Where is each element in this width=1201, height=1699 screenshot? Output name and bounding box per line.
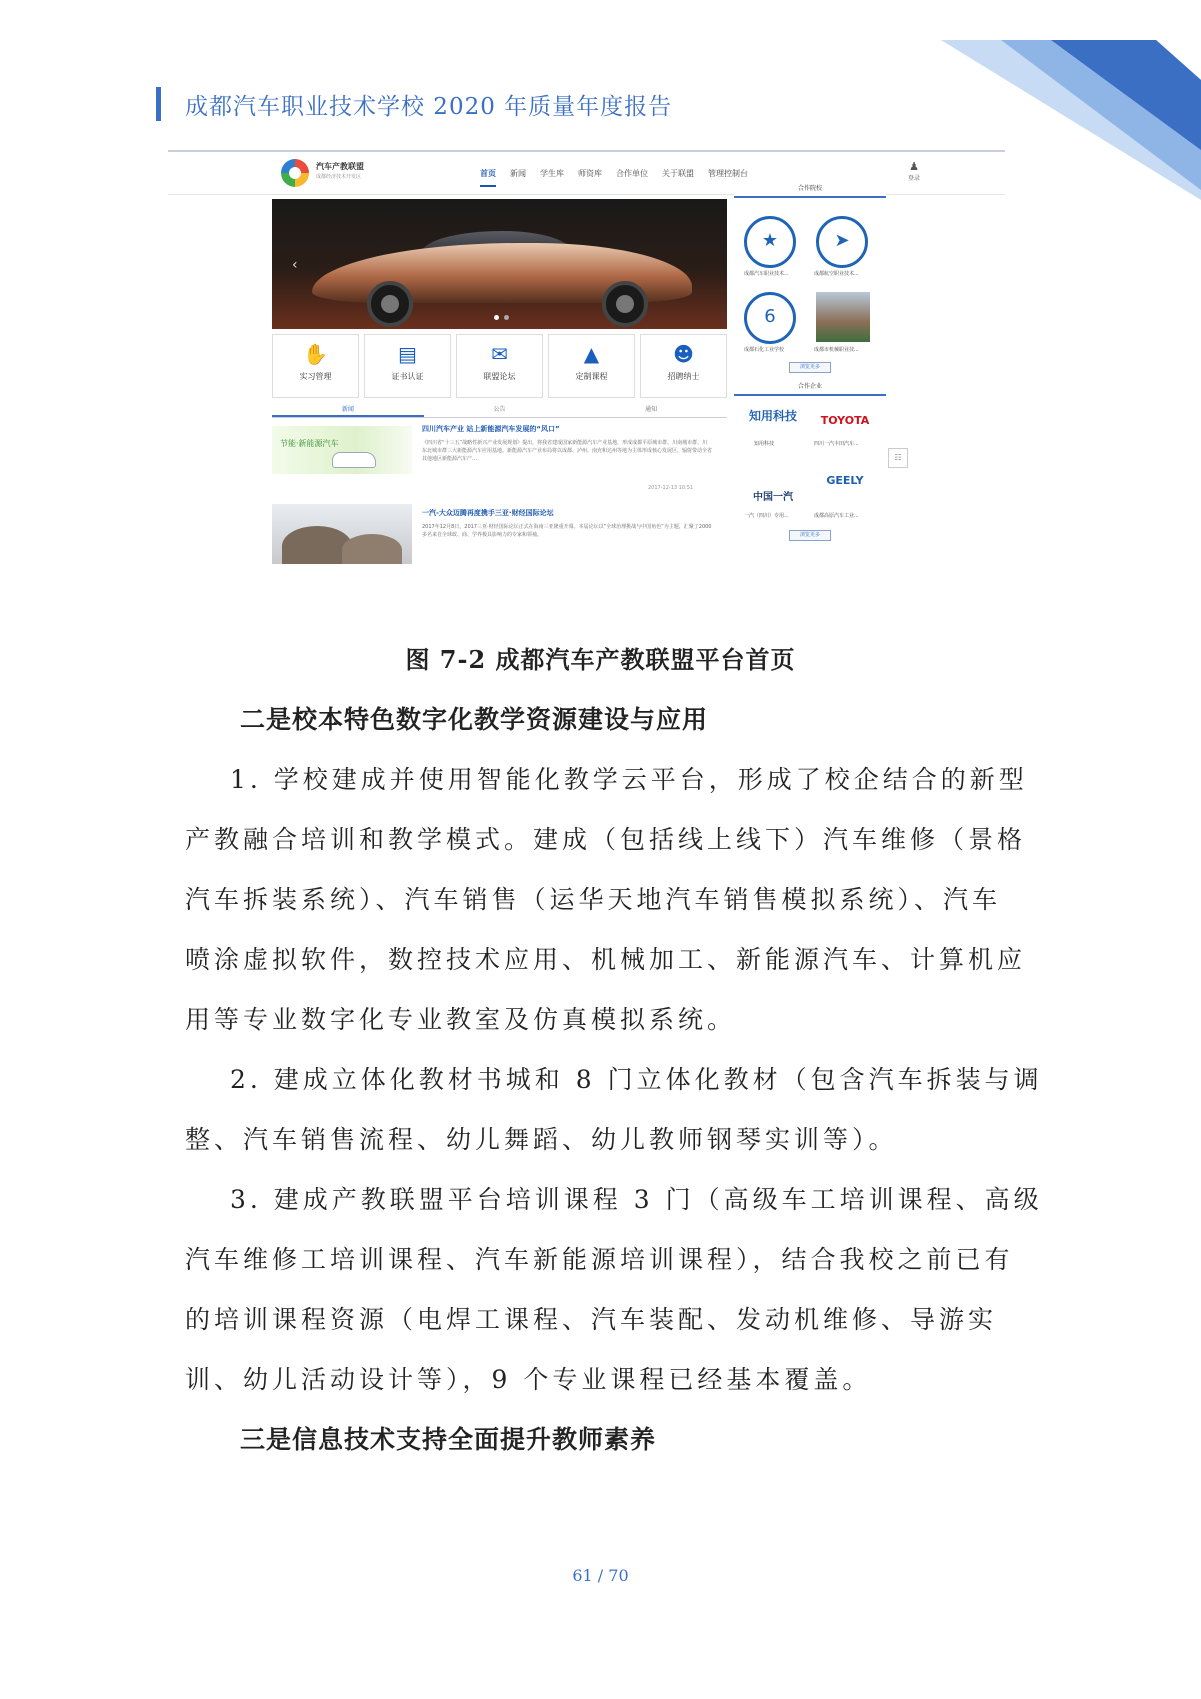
graduation-cap-icon: ▲ [583, 342, 600, 366]
paragraph-line: 喷涂虚拟软件，数控技术应用、机械加工、新能源汽车、计算机应 [185, 945, 1027, 974]
news-thumbnail[interactable] [272, 504, 412, 564]
user-icon: ♟ [909, 160, 919, 173]
paragraph-line: 1. 学校建成并使用智能化教学云平台，形成了校企结合的新型 [230, 765, 1028, 794]
school-name: 成都石化工业学校 [744, 347, 785, 353]
car-front-wheel [367, 281, 413, 327]
section-heading-2: 二是校本特色数字化教学资源建设与应用 [240, 705, 709, 734]
tile-forum[interactable] [456, 334, 543, 398]
company-logo-toyota[interactable]: TOYOTA [820, 414, 870, 427]
login-label: 登录 [908, 175, 921, 182]
tile-courses[interactable] [548, 334, 635, 398]
sitemap-icon[interactable]: ☷ [888, 448, 908, 468]
hero-banner [272, 199, 727, 329]
paragraph-line: 2. 建成立体化教材书城和 8 门立体化教材（包含汽车拆装与调 [230, 1065, 1043, 1094]
news-excerpt: 2017年12月8日，2017三亚·财经国际论坛正式在海南三亚隆重开幕。本届论坛以“全球治理挑战与中国角色”为主题，汇聚了2000多名来自全球政、商、学界极具影响力的专家和领袖。 [422, 524, 712, 538]
building-illustration [342, 534, 402, 564]
nav-item-teachers[interactable]: 师资库 [578, 169, 602, 178]
paragraph-line: 产教融合培训和教学模式。建成（包括线上线下）汽车维修（景格 [185, 825, 1027, 854]
tile-certificate[interactable] [364, 334, 451, 398]
people-icon: ☻ [673, 342, 694, 366]
partner-sidebar [734, 182, 886, 622]
car-illustration [332, 452, 376, 468]
paragraph-line: 汽车维修工培训课程、汽车新能源培训课程），结合我校之前已有 [185, 1245, 1014, 1274]
tab-announcement[interactable]: 公告 [493, 406, 506, 413]
news-title[interactable]: 一汽-大众迈腾再度携手三亚·财经国际论坛 [422, 509, 554, 517]
page-number: 61 / 70 [572, 1566, 629, 1585]
paragraph-line: 训、幼儿活动设计等），9 个专业课程已经基本覆盖。 [185, 1365, 872, 1394]
school-emblem-icon[interactable]: ★ [744, 216, 796, 268]
news-date: 2017-12-13 10:51 [648, 485, 694, 491]
tab-notice[interactable]: 通知 [645, 406, 658, 413]
alliance-logo-icon [281, 159, 309, 187]
paragraph-line: 整、汽车销售流程、幼儿舞蹈、幼儿教师钢琴实训等）。 [185, 1125, 898, 1154]
certificate-icon: ▤ [398, 342, 417, 366]
tile-internship[interactable] [272, 334, 359, 398]
tile-recruit[interactable] [640, 334, 727, 398]
school-name: 成都航空职业技术... [814, 271, 859, 277]
tab-news[interactable]: 新闻 [272, 404, 424, 417]
news-thumbnail[interactable] [272, 426, 412, 474]
nav-item-admin[interactable]: 管理控制台 [708, 169, 748, 178]
banner-prev-arrow-icon[interactable]: ‹ [292, 257, 298, 273]
school-campus-photo[interactable] [816, 292, 870, 342]
partner-schools-heading: 合作院校 [734, 182, 886, 198]
company-name: 知用科技 [754, 441, 775, 447]
company-name: 一汽（四川）专用... [744, 513, 789, 519]
banner-dot[interactable] [494, 315, 499, 320]
school-emblem-icon[interactable]: 6 [744, 292, 796, 344]
nav-item-home[interactable]: 首页 [480, 168, 496, 187]
feature-tiles [272, 334, 727, 398]
header-title: 成都汽车职业技术学校 2020 年质量年度报告 [185, 94, 673, 120]
tile-label: 实习管理 [299, 372, 332, 381]
paragraph-line: 汽车拆装系统）、汽车销售（运华天地汽车销售模拟系统）、汽车 [185, 885, 1002, 914]
site-logo-name: 汽车产教联盟 [316, 162, 364, 171]
forum-icon: ✉ [491, 342, 508, 366]
tile-label: 证书认证 [391, 372, 424, 381]
nav-item-news[interactable]: 新闻 [510, 169, 526, 178]
company-name: 四川一汽丰田汽车... [814, 441, 859, 447]
company-logo-zhiyong[interactable]: 知用科技 [748, 409, 797, 423]
paragraph-line: 3. 建成产教联盟平台培训课程 3 门（高级车工培训课程、高级 [230, 1185, 1043, 1214]
header-accent-bar [156, 87, 161, 121]
nav-item-about[interactable]: 关于联盟 [662, 169, 694, 178]
nav-item-students[interactable]: 学生库 [540, 169, 564, 178]
login-button[interactable] [908, 160, 920, 182]
company-logo-faw[interactable]: 中国一汽 [753, 492, 793, 503]
platform-screenshot [168, 150, 1005, 622]
news-excerpt: 《四川省“十三五”战略性新兴产业发展规划》提出，将我省建成国家新能源汽车产业基地，形成成都平原城市群、川南城市群、川东北城市群三大新能源汽车应用基地。新能源汽车产业布局将以成都、泸州、南充和达州等地为主体形成核心发展区，辐射带动全省其他地区新能源汽车产… [422, 440, 713, 462]
banner-dots [494, 315, 509, 320]
company-name: 成都高原汽车工业... [814, 513, 859, 519]
school-name: 成都市机械职业技... [814, 347, 859, 353]
more-schools-button[interactable]: 浏览更多 [789, 362, 831, 373]
nav-item-partners[interactable]: 合作单位 [616, 169, 648, 178]
figure-caption: 图 7-2 成都汽车产教联盟平台首页 [405, 645, 796, 674]
site-nav-links [480, 168, 748, 187]
news-thumbnail-text: 节能·新能源汽车 [280, 439, 339, 448]
school-name: 成都汽车职业技术... [744, 271, 789, 277]
paragraph-line: 用等专业数字化专业教室及仿真模拟系统。 [185, 1005, 737, 1034]
site-logo-subtitle: 成都经济技术开发区 [316, 174, 362, 180]
banner-dot[interactable] [504, 315, 509, 320]
tile-label: 定制课程 [575, 372, 608, 381]
tile-label: 联盟论坛 [483, 372, 516, 381]
handshake-icon: ✋ [303, 342, 328, 366]
partner-companies-heading: 合作企业 [734, 380, 886, 396]
news-title[interactable]: 四川汽车产业 站上新能源汽车发展的“风口” [422, 425, 560, 433]
section-heading-3: 三是信息技术支持全面提升教师素养 [240, 1425, 657, 1454]
more-companies-button[interactable]: 浏览更多 [789, 530, 831, 541]
school-emblem-icon[interactable]: ➤ [816, 216, 868, 268]
company-logo-geely[interactable]: GEELY [826, 474, 864, 487]
tile-label: 招聘纳士 [667, 372, 700, 381]
paragraph-line: 的培训课程资源（电焊工课程、汽车装配、发动机维修、导游实 [185, 1305, 998, 1334]
news-tabs [272, 404, 727, 418]
car-rear-wheel [602, 281, 648, 327]
